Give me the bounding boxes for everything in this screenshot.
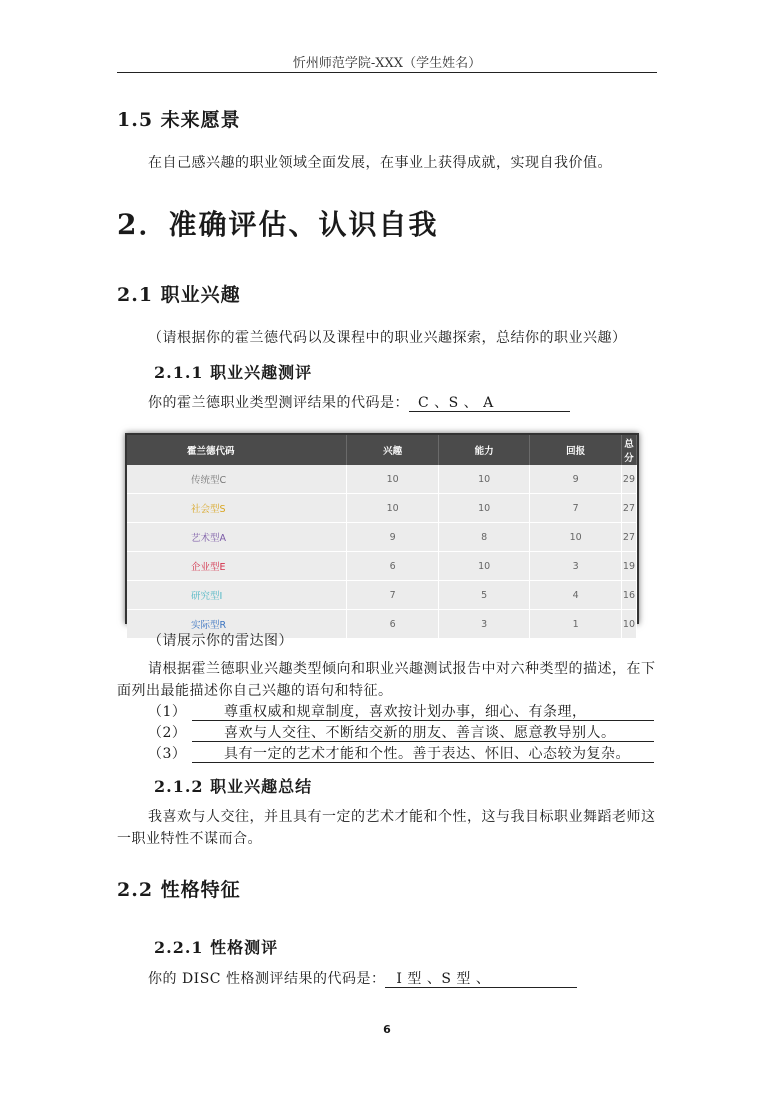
type-name: 艺术型A <box>127 523 347 552</box>
holland-code-value: C 、S 、 A <box>409 395 570 412</box>
section-1-5-body: 在自己感兴趣的职业领域全面发展，在事业上获得成就，实现自我价值。 <box>148 155 612 171</box>
item-text: 尊重权威和规章制度，喜欢按计划办事，细心、有条理， <box>192 704 654 721</box>
list-item <box>148 701 668 723</box>
total-cell: 27 <box>621 523 636 552</box>
table-row <box>127 581 637 610</box>
type-name: 企业型E <box>127 552 347 581</box>
reward-cell: 4 <box>530 581 622 610</box>
table-row <box>127 465 637 494</box>
subsection-2-2-1-title: 2.2.1 性格测评 <box>154 938 279 957</box>
interest-cell: 6 <box>347 610 439 639</box>
subsection-2-1-2-title: 2.1.2 职业兴趣总结 <box>154 777 313 796</box>
disc-code-prefix: 你的 DISC 性格测评结果的代码是： <box>148 971 386 987</box>
item-text: 喜欢与人交往、不断结交新的朋友、善言谈、愿意教导别人。 <box>192 725 654 742</box>
header-rule <box>117 72 657 73</box>
ability-cell: 10 <box>438 552 530 581</box>
ability-cell: 5 <box>438 581 530 610</box>
reward-cell: 7 <box>530 494 622 523</box>
holland-code-prefix: 你的霍兰德职业类型测评结果的代码是： <box>148 395 409 411</box>
radar-note: （请展示你的雷达图） <box>148 633 293 649</box>
item-number: （2） <box>148 725 187 741</box>
item-number: （3） <box>148 746 187 762</box>
table-row <box>127 523 637 552</box>
interest-cell: 10 <box>347 465 439 494</box>
ability-cell: 10 <box>438 494 530 523</box>
table-header-row <box>127 435 637 465</box>
subsection-2-1-1-title: 2.1.1 职业兴趣测评 <box>154 363 313 382</box>
total-cell: 10 <box>621 610 636 639</box>
describe-paragraph: 请根据霍兰德职业兴趣类型倾向和职业兴趣测试报告中对六种类型的描述，在下面列出最能描述你自己兴趣的语句和特征。 <box>117 661 656 699</box>
summary-paragraph: 我喜欢与人交往，并且具有一定的艺术才能和个性，这与我目标职业舞蹈老师这一职业特性不谋而合。 <box>117 809 656 847</box>
reward-cell: 1 <box>530 610 622 639</box>
table-header-interest: 兴趣 <box>347 435 439 465</box>
type-name: 实际型R <box>127 610 347 639</box>
section-1-5-title: 1.5 未来愿景 <box>117 109 241 131</box>
interest-cell: 10 <box>347 494 439 523</box>
reward-cell: 9 <box>530 465 622 494</box>
reward-cell: 10 <box>530 523 622 552</box>
interest-cell: 7 <box>347 581 439 610</box>
interest-cell: 9 <box>347 523 439 552</box>
disc-code-value: I 型 、S 型 、 <box>385 971 577 988</box>
type-name: 社会型S <box>127 494 347 523</box>
section-2-1-title: 2.1 职业兴趣 <box>117 284 241 306</box>
list-item <box>148 743 668 765</box>
ability-cell: 3 <box>438 610 530 639</box>
table-row <box>127 552 637 581</box>
holland-code-line <box>148 392 668 414</box>
total-cell: 16 <box>621 581 636 610</box>
interest-cell: 6 <box>347 552 439 581</box>
item-number: （1） <box>148 704 187 720</box>
page-header: 忻州师范学院-XXX（学生姓名） <box>292 56 482 71</box>
page-number: 6 <box>383 1023 391 1036</box>
item-text: 具有一定的艺术才能和个性。善于表达、怀旧、心态较为复杂。 <box>192 746 654 763</box>
total-cell: 27 <box>621 494 636 523</box>
table-row <box>127 494 637 523</box>
ability-cell: 10 <box>438 465 530 494</box>
total-cell: 19 <box>621 552 636 581</box>
table-header-code: 霍兰德代码 <box>127 435 347 465</box>
ability-cell: 8 <box>438 523 530 552</box>
section-2-2-title: 2.2 性格特征 <box>117 879 241 901</box>
disc-code-line <box>148 968 668 990</box>
type-name: 传统型C <box>127 465 347 494</box>
chapter-2-title: 2．准确评估、认识自我 <box>117 208 439 241</box>
total-cell: 29 <box>621 465 636 494</box>
holland-table <box>125 433 639 631</box>
table-header-reward: 回报 <box>530 435 622 465</box>
type-name: 研究型I <box>127 581 347 610</box>
reward-cell: 3 <box>530 552 622 581</box>
table-header-total: 总分 <box>621 435 636 465</box>
section-2-1-note: （请根据你的霍兰德代码以及课程中的职业兴趣探索，总结你的职业兴趣） <box>148 330 627 346</box>
table-header-ability: 能力 <box>438 435 530 465</box>
list-item <box>148 722 668 744</box>
